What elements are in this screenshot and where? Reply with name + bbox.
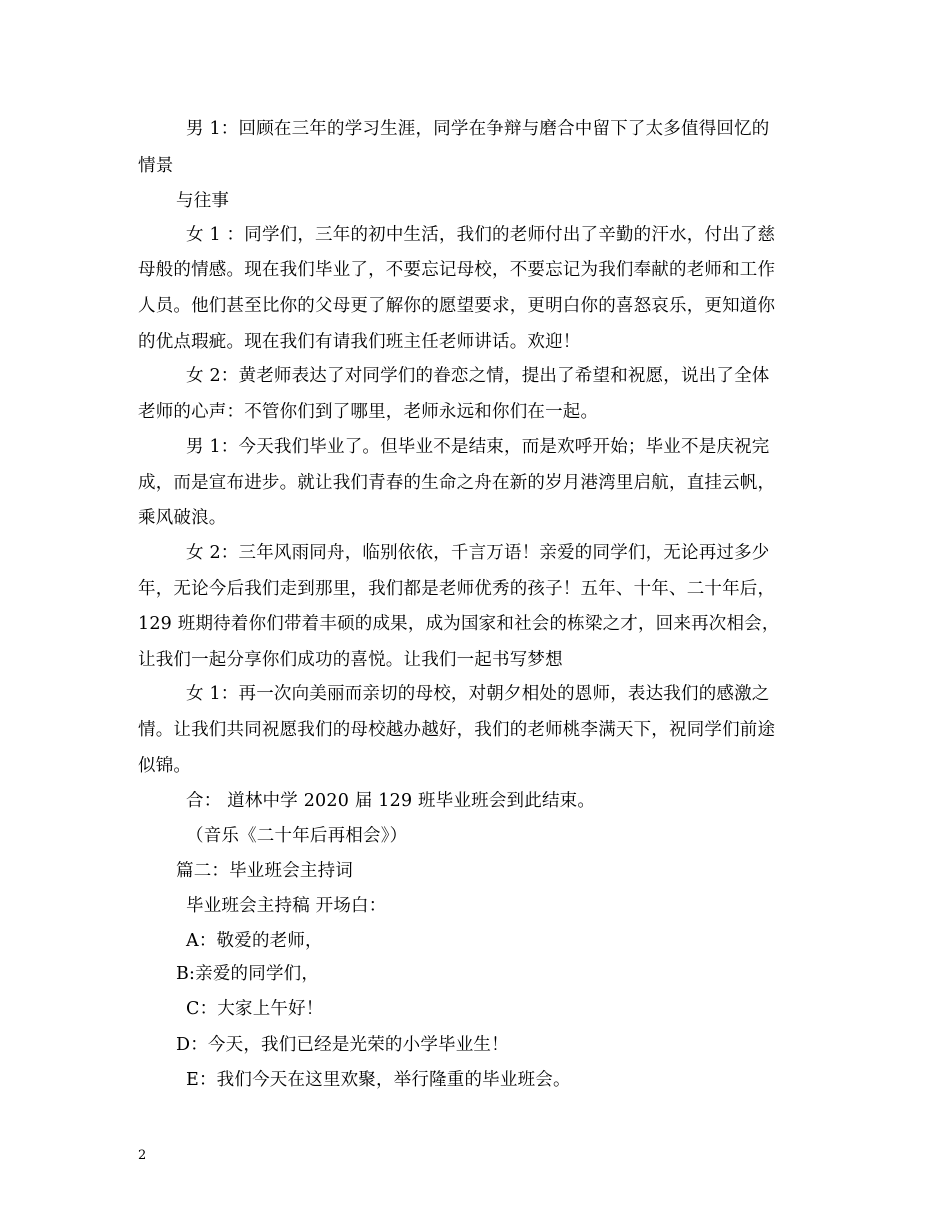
text-line: 女 2：三年风雨同舟，临别依依，千言万语！亲爱的同学们，无论再过多少 [186, 543, 770, 563]
text-line: 年，无论今后我们走到那里，我们都是老师优秀的孩子！五年、十年、二十年后， [138, 579, 776, 599]
text-line: E：我们今天在这里欢聚，举行隆重的毕业班会。 [186, 1070, 571, 1090]
text-line: 让我们一起分享你们成功的喜悦。让我们一起书写梦想 [138, 650, 563, 670]
text-line: B:亲爱的同学们， [176, 964, 320, 984]
text-line: 似锦。 [138, 756, 192, 776]
text-line: （音乐《二十年后再相会》） [186, 826, 408, 846]
text-line: 人员。他们甚至比你的父母更了解你的愿望要求，更明白你的喜怒哀乐，更知道你 [138, 296, 776, 316]
text-line: 成，而是宣布进步。就让我们青春的生命之舟在新的岁月港湾里启航，直挂云帆， [138, 473, 776, 493]
text-line: D：今天，我们已经是光荣的小学毕业生！ [176, 1035, 509, 1055]
text-line: 女 2：黄老师表达了对同学们的眷恋之情，提出了希望和祝愿，说出了全体 [186, 366, 770, 386]
text-line: 篇二：毕业班会主持词 [176, 861, 353, 881]
text-line: 男 1：今天我们毕业了。但毕业不是结束，而是欢呼开始；毕业不是庆祝完 [186, 437, 770, 457]
text-line: 的优点瑕疵。现在我们有请我们班主任老师讲话。欢迎！ [138, 332, 581, 352]
text-line: 情景 [138, 156, 174, 176]
text-line: 与往事 [176, 191, 230, 211]
text-line: A：敬爱的老师， [186, 931, 323, 951]
text-line: 女 1：再一次向美丽而亲切的母校，对朝夕相处的恩师，表达我们的感激之 [186, 684, 770, 704]
text-line: 合： 道林中学 2020 届 129 班毕业班会到此结束。 [186, 791, 596, 811]
text-line: C：大家上午好！ [186, 999, 324, 1019]
page-number: 2 [138, 1148, 147, 1163]
text-line: 情。让我们共同祝愿我们的母校越办越好，我们的老师桃李满天下，祝同学们前途 [138, 720, 776, 740]
text-line: 129 班期待着你们带着丰硕的成果，成为国家和社会的栋梁之才，回来再次相会， [138, 614, 780, 634]
text-line: 男 1：回顾在三年的学习生涯，同学在争辩与磨合中留下了太多值得回忆的 [186, 119, 770, 139]
text-line: 老师的心声：不管你们到了哪里，老师永远和你们在一起。 [138, 402, 599, 422]
text-line: 女 1 ：同学们，三年的初中生活，我们的老师付出了辛勤的汗水，付出了慈 [186, 225, 776, 245]
text-line: 母般的情感。现在我们毕业了，不要忘记母校，不要忘记为我们奉献的老师和工作 [138, 260, 776, 280]
text-line: 乘风破浪。 [138, 508, 227, 528]
text-line: 毕业班会主持稿 开场白： [186, 896, 387, 916]
